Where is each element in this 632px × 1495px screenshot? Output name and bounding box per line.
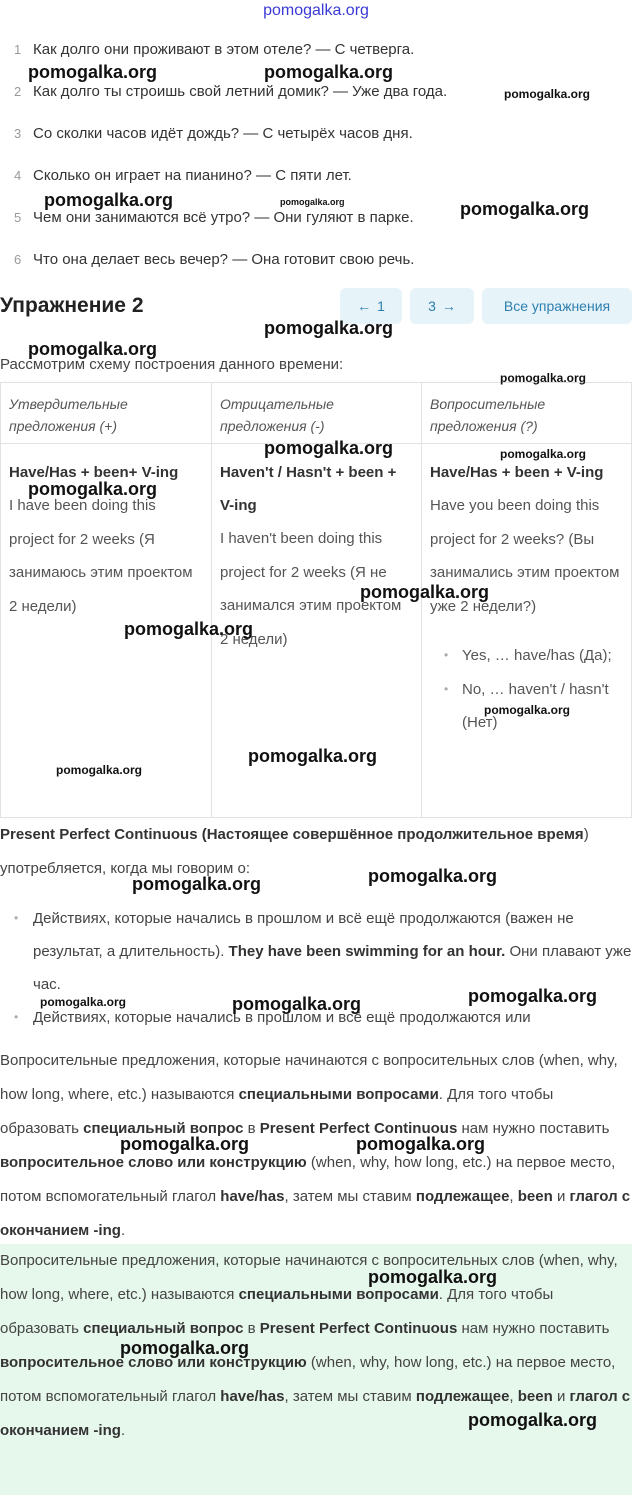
column-header: Вопросительные предложения (?) <box>422 383 632 444</box>
watermark: pomogalka.org <box>44 190 174 210</box>
rule-bold: глагол с окончанием -ing <box>0 1388 631 1439</box>
column-header: Утвердительные предложения (+) <box>1 383 211 444</box>
list-item-number: 5 <box>14 209 22 225</box>
watermark: pomogalka.org <box>264 62 394 82</box>
next-exercise-button[interactable] <box>410 288 474 324</box>
column-body <box>1 444 211 623</box>
rule-text: Вопросительные предложения, которые начинаются с вопросительных слов (when, why, how long, where, etc.) называются <box>0 1252 618 1303</box>
watermark: pomogalka.org <box>460 199 590 219</box>
usage-paragraph <box>0 818 632 886</box>
rule-text: и <box>552 1188 570 1205</box>
rule-bold: been <box>517 1188 553 1205</box>
rule-bold: специальными вопросами <box>238 1286 439 1303</box>
rule-text: в <box>243 1320 260 1337</box>
watermark: pomogalka.org <box>28 62 158 82</box>
rule-text: , затем мы ставим <box>284 1188 416 1205</box>
exercise-title: Упражнение 2 <box>0 294 144 317</box>
formula: Haven't / Hasn't + been + V-ing <box>220 464 397 514</box>
rule-text: . Для того чтобы образовать <box>0 1286 554 1337</box>
rule-bold: вопросительное слово или конструкцию <box>0 1154 307 1171</box>
list-item-number: 2 <box>14 83 22 99</box>
bullet-text: Действиях, которые начались в прошлом и всё ещё продолжаются (важен не результат, а длительность). <box>33 910 574 960</box>
watermark: pomogalka.org <box>264 438 394 458</box>
watermark: pomogalka.org <box>368 1267 498 1287</box>
example: I have been doing this project for 2 weeks (Я занимаюсь этим проектом 2 недели) <box>9 497 193 615</box>
watermark: pomogalka.org <box>40 995 127 1009</box>
watermark: pomogalka.org <box>124 619 254 639</box>
rule-text: в <box>243 1120 260 1137</box>
answer-yes: • Yes, … have/has (Да); <box>444 639 625 673</box>
watermark: pomogalka.org <box>468 1410 598 1430</box>
list-item-text: Сколько он играет на пианино? — С пяти лет. <box>33 166 352 184</box>
list-item <box>0 238 632 280</box>
special-questions-rule <box>0 1044 632 1248</box>
usage-term: Present Perfect Continuous (Настоящее совершённое продолжительное время <box>0 826 584 843</box>
watermark: pomogalka.org <box>120 1134 250 1154</box>
watermark: pomogalka.org <box>280 197 345 207</box>
watermark: pomogalka.org <box>120 1338 250 1358</box>
watermark: pomogalka.org <box>504 87 591 101</box>
formula: Have/Has + been + V-ing <box>430 464 604 481</box>
watermark: pomogalka.org <box>368 866 498 886</box>
rule-bold: специальный вопрос <box>83 1120 244 1137</box>
list-item-text: Что она делает весь вечер? — Она готовит свою речь. <box>33 250 415 268</box>
rule-text: Вопросительные предложения, которые начинаются с вопросительных слов (when, why, how long, where, etc.) называются <box>0 1052 618 1103</box>
all-exercises-button[interactable]: Все упражнения <box>482 288 632 324</box>
watermark: pomogalka.org <box>468 986 598 1006</box>
special-questions-rule-highlighted <box>0 1244 632 1495</box>
rule-text: , <box>509 1188 518 1205</box>
rule-text: нам нужно поставить <box>457 1120 610 1137</box>
list-item <box>0 112 632 154</box>
list-item-number: 1 <box>14 41 22 57</box>
formula: Have/Has + been+ V-ing <box>9 464 179 481</box>
rule-text: и <box>552 1388 570 1405</box>
rule-bold: глагол с окончанием -ing <box>0 1188 631 1239</box>
next-exercise-label: 3 <box>428 298 436 314</box>
rule-bold: Present Perfect Continuous <box>259 1120 458 1137</box>
rule-bold: подлежащее <box>415 1388 510 1405</box>
rule-bold: специальными вопросами <box>238 1086 439 1103</box>
watermark: pomogalka.org <box>132 874 262 894</box>
rule-text: , затем мы ставим <box>284 1388 416 1405</box>
watermark: pomogalka.org <box>484 703 571 717</box>
watermark: pomogalka.org <box>28 339 158 359</box>
rule-text: , <box>509 1388 518 1405</box>
watermark: pomogalka.org <box>356 1134 486 1154</box>
watermark: pomogalka.org <box>360 582 490 602</box>
usage-rest: ) употребляется, когда мы говорим о: <box>0 826 589 877</box>
watermark: pomogalka.org <box>500 447 587 461</box>
rule-bold: have/has <box>220 1388 285 1405</box>
column-header: Отрицательные предложения (-) <box>212 383 421 444</box>
rule-bold: вопросительное слово или конструкцию <box>0 1354 307 1371</box>
bullet-translation: Они плавают уже час. <box>33 943 632 993</box>
rule-text: нам нужно поставить <box>457 1320 610 1337</box>
list-item-text: Со сколки часов идёт дождь? — С четырёх часов дня. <box>33 124 413 142</box>
watermark: pomogalka.org <box>28 479 158 499</box>
list-item-number: 3 <box>14 125 22 141</box>
rule-text: (when, why, how long, etc.) на первое место, потом вспомогательный глагол <box>0 1154 616 1205</box>
list-item-text: Как долго ты строишь свой летний домик? — Уже два года. <box>33 82 448 100</box>
watermark: pomogalka.org <box>232 994 362 1014</box>
example: I haven't been doing this project for 2 weeks (Я не занимался этим проектом 2 недели) <box>220 530 402 648</box>
rule-text: (when, why, how long, etc.) на первое место, потом вспомогательный глагол <box>0 1354 616 1405</box>
bullet-text: Действиях, которые начались в прошлом и всё ещё продолжаются или <box>33 1009 531 1026</box>
watermark: pomogalka.org <box>264 318 394 338</box>
rule-text: . <box>120 1422 126 1439</box>
answer-no: • No, … haven't / hasn't (Нет) <box>444 673 625 740</box>
prev-exercise-label: 1 <box>377 298 385 314</box>
bullet-example: They have been swimming for an hour. <box>228 943 506 960</box>
list-item-number: 6 <box>14 251 22 267</box>
rule-bold: have/has <box>220 1188 285 1205</box>
example: Have you been doing this project for 2 weeks? (Вы занимались этим проектом уже 2 недели?) <box>430 497 620 615</box>
watermark: pomogalka.org <box>248 746 378 766</box>
rule-bold: been <box>517 1388 553 1405</box>
list-item-text: Как долго они проживают в этом отеле? — С четверга. <box>33 40 415 58</box>
rule-text: . Для того чтобы образовать <box>0 1086 554 1137</box>
list-item-number: 4 <box>14 167 22 183</box>
rule-bold: специальный вопрос <box>83 1320 244 1337</box>
rule-text: . <box>120 1222 126 1239</box>
arrow-left-icon: ← <box>357 298 372 314</box>
short-answers <box>430 639 625 740</box>
affirmative-column <box>1 383 211 817</box>
intro-text: Рассмотрим схему построения данного времени: <box>0 356 344 373</box>
rule-bold: Present Perfect Continuous <box>259 1320 458 1337</box>
rule-bold: подлежащее <box>415 1188 510 1205</box>
watermark: pomogalka.org <box>56 763 143 777</box>
site-url: pomogalka.org <box>263 2 369 19</box>
watermark: pomogalka.org <box>500 371 587 385</box>
list-item-text: Чем они занимаются всё утро? — Они гуляют в парке. <box>33 208 414 226</box>
arrow-right-icon: → <box>441 298 456 314</box>
